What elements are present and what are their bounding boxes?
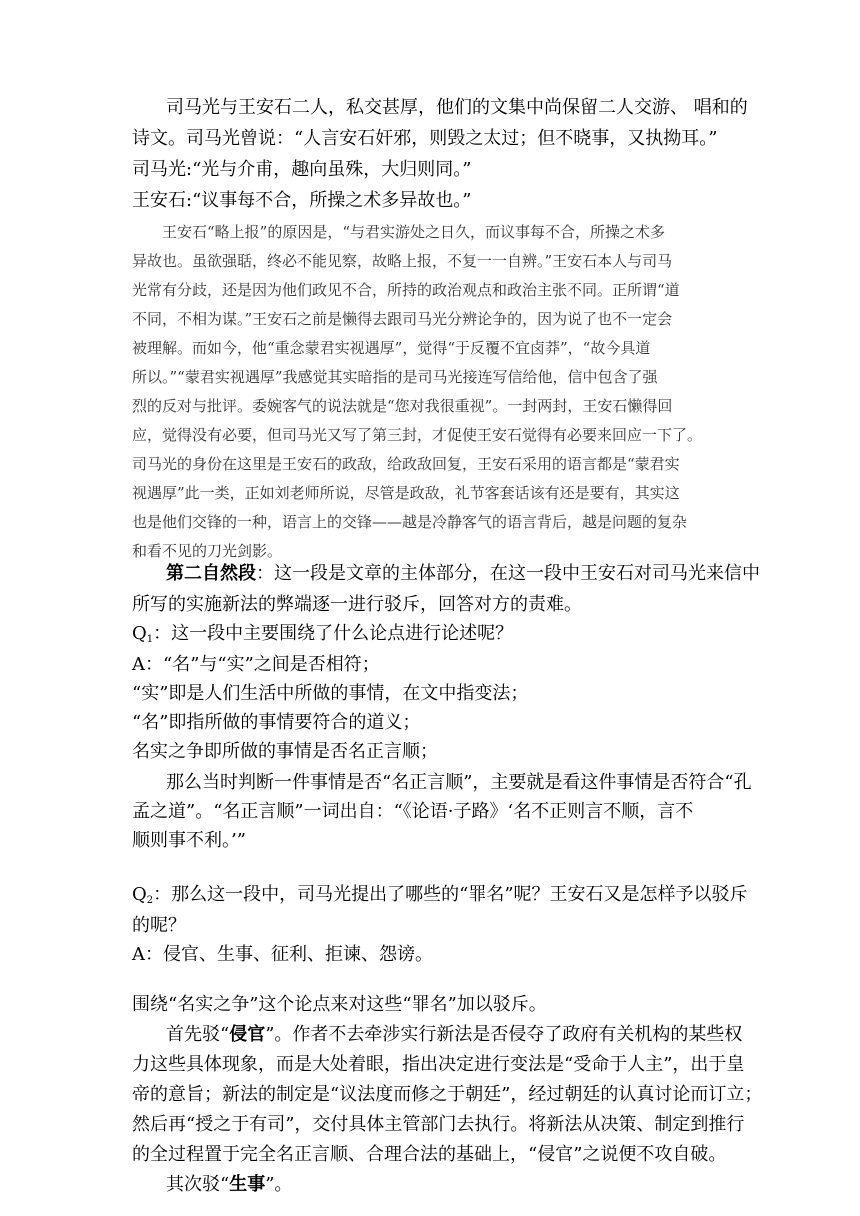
text-line: 孟之道”。“名正言顺”一词出自：“《论语·子路》‘名不正则言不顺，言不	[132, 801, 694, 822]
text-line: 的呢？	[132, 915, 186, 936]
answer-line: A：“名”与“实”之间是否相符；	[132, 654, 380, 675]
text-line: 帝的意旨；新法的制定是“议法度而修之于朝廷”，经过朝廷的认真讨论而订立；	[132, 1084, 763, 1105]
text-line: 所写的实施新法的弊端逐一进行驳斥，回答对方的责难。	[132, 594, 582, 615]
question-label: Q	[132, 623, 147, 644]
answer-line: 名实之争即所做的事情是否名正言顺；	[132, 741, 438, 762]
commentary-line: 应，觉得没有必要，但司马光又写了第三封，才促使王安石觉得有必要来回应一下了。	[132, 426, 703, 444]
text-line: 的全过程置于完全名正言顺、合理合法的基础上，“侵官”之说便不攻自破。	[132, 1144, 727, 1165]
question-text: ：那么这一段中，司马光提出了哪些的“罪名”呢？王安石又是怎样予以驳斥	[153, 884, 748, 905]
question-number: 2	[146, 895, 154, 906]
text-line: 顺则事不利。’”	[132, 830, 246, 851]
commentary-line: 也是他们交锋的一种，语言上的交锋——越是冷静客气的语言背后，越是问题的复杂	[132, 513, 688, 531]
commentary-line: 司马光的身份在这里是王安石的政敌，给政敌回复，王安石采用的语言都是“蒙君实	[132, 455, 680, 473]
commentary-line: 王安石“略上报”的原因是，“与君实游处之日久，而议事每不合，所操之术多	[162, 223, 666, 241]
refute-intro-line	[166, 1170, 292, 1200]
text-line: 诗文。司马光曾说：“人言安石奸邪，则毁之太过；但不晓事，又执拗耳。”	[132, 128, 718, 149]
text-line: 围绕“名实之争”这个论点来对这些“罪名”加以驳斥。	[132, 994, 547, 1015]
paragraph-heading: 第二自然段	[166, 563, 256, 584]
question-text: ：这一段中主要围绕了什么论点进行论述呢？	[153, 623, 514, 644]
commentary-line: 不同，不相为谋。”王安石之前是懒得去跟司马光分辨论争的，因为说了也不一定会	[132, 310, 673, 328]
refute-term: 侵官	[229, 1024, 266, 1045]
commentary-line: 视遇厚”此一类，正如刘老师所说，尽管是政敌，礼节客套话该有还是要有，其实这	[132, 484, 680, 502]
paragraph-heading-line	[166, 559, 760, 589]
text-line: 王安石:“议事每不合，所操之术多异故也。”	[132, 190, 472, 211]
commentary-line: 光常有分歧，还是因为他们政见不合，所持的政治观点和政治主张不同。正所谓“道	[132, 281, 680, 299]
commentary-line: 异故也。虽欲强聒，终必不能见察，故略上报，不复一一自辨。”王安石本人与司马	[132, 252, 673, 270]
paragraph-intro: ：这一段是文章的主体部分，在这一段中王安石对司马光来信中	[256, 563, 760, 584]
text-line: 司马光:“光与介甫，趣向虽殊，大归则同。”	[132, 159, 472, 180]
refute-prefix: 其次驳“	[166, 1174, 230, 1195]
answer-line: “实”即是人们生活中所做的事情，在文中指变法；	[132, 683, 529, 704]
refute-prefix: 首先驳“	[166, 1024, 230, 1045]
commentary-line: 所以。”“蒙君实视遇厚”我感觉其实暗指的是司马光接连写信给他，信中包含了强	[132, 368, 658, 386]
question-label: Q	[132, 884, 147, 905]
answer-line: “名”即指所做的事情要符合的道义；	[132, 712, 421, 733]
commentary-line: 被理解。而如今，他“重念蒙君实视遇厚”，觉得“于反覆不宜卤莽”，“故今具道	[132, 339, 651, 357]
refute-text: ”。作者不去牵涉实行新法是否侵夺了政府有关机构的某些权	[265, 1024, 743, 1045]
commentary-line: 和看不见的刀光剑影。	[132, 542, 283, 560]
refute-text: ”。	[265, 1174, 293, 1195]
refute-term: 生事	[229, 1174, 266, 1195]
commentary-line: 烈的反对与批评。委婉客气的说法就是“您对我很重视”。一封两封，王安石懒得回	[132, 397, 673, 415]
text-line: 司马光与王安石二人，私交甚厚，他们的文集中尚保留二人交游、 唱和的	[166, 97, 748, 118]
text-line: 那么当时判断一件事情是否“名正言顺”，主要就是看这件事情是否符合“孔	[166, 772, 752, 793]
answer-line: A：侵官、生事、征利、拒谏、怨谤。	[132, 944, 433, 965]
question-number: 1	[146, 634, 154, 645]
text-line: 力这些具体现象，而是大处着眼，指出决定进行变法是“受命于人主”，出于皇	[132, 1054, 745, 1075]
question-2	[132, 880, 748, 916]
text-line: 然后再“授之于有司”，交付具体主管部门去执行。将新法从决策、制定到推行	[132, 1114, 745, 1135]
refute-intro-line	[166, 1020, 742, 1050]
